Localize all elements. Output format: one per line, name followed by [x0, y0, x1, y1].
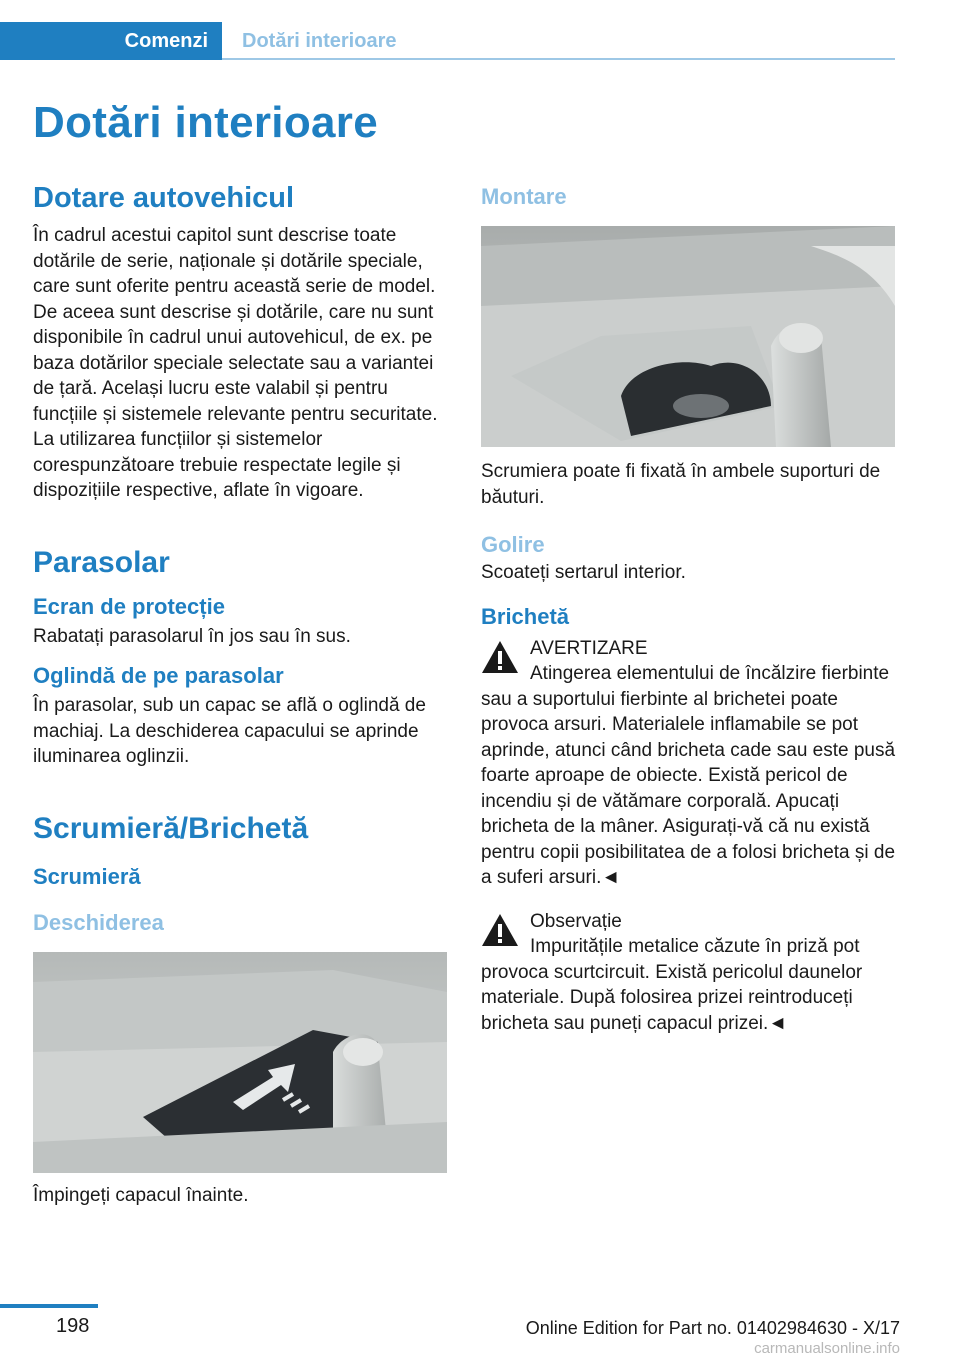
- montare-title: Montare: [481, 184, 567, 209]
- footer-rule: [0, 1304, 98, 1308]
- warning-label: AVERTIZARE: [530, 637, 648, 659]
- left-column: [33, 182, 451, 1208]
- montare-caption: Scrumiera poate fi fixată în ambele suporturi de băuturi.: [481, 461, 881, 508]
- tab-comenzi[interactable]: Comenzi: [0, 22, 222, 60]
- section-scrumiera-bricheta-title: Scrumieră/Brichetă: [33, 811, 309, 845]
- section-parasolar-title: Parasolar: [33, 545, 170, 579]
- golire-title: Golire: [481, 532, 545, 557]
- watermark: carmanualsonline.info: [754, 1340, 900, 1357]
- right-column: [481, 182, 899, 1036]
- note-text: Impuritățile metalice căzute în priză pot provoca scurtcircuit. Există pericolul daunelor materiale. După folosirea prizei reintroduceți bricheta sau puneți capacul prizei.◄: [481, 936, 863, 1034]
- ashtray-opening-photo: [33, 952, 447, 1173]
- ashtray-mounting-photo: [481, 226, 895, 447]
- ecran-text: Rabatați parasolarul în jos sau în sus.: [33, 625, 351, 647]
- page-number: 198: [56, 1315, 90, 1337]
- header-rule: [222, 58, 895, 60]
- section-dotare-text: În cadrul acestui capitol sunt descrise toate dotările de serie, naționale și dotările speciale, care sunt oferite pentru această serie de model. De aceea sunt descrise și dotările, care nu sunt disponibile în cadrul unui autovehicul, de ex. pe baza dotărilor speciale selectate sau a variantei de țară. Același lucru este valabil și pentru funcțiile și sistemele relevante pentru securitate. La utilizarea funcțiilor și sistemelor corespunzătoare trebuie respectate legile și dispozițiile respective, aflate în vigoare.: [33, 225, 438, 501]
- golire-text: Scoateți sertarul interior.: [481, 562, 686, 583]
- page-title: Dotări interioare: [33, 98, 378, 147]
- scrumiera-title: Scrumieră: [33, 863, 141, 889]
- warning-text: Atingerea elementului de încălzire fierbinte sau a suportului fierbinte al brichetei poate provoca arsuri. Materialele inflamabile se pot aprinde, atunci când bricheta cade sau este pusă foarte aproape de obiecte. Există pericol de incendiu și de vătămare corporală. Apucați bricheta de la mâner. Asigurați-vă că nu există pentru copii posibilitatea de a folosi bricheta și de a suferi arsuri.◄: [481, 663, 896, 888]
- header-bar: [0, 0, 895, 60]
- oglinda-text: În parasolar, sub un capac se află o oglindă de machiaj. La deschiderea capacului se aprinde iluminarea oglinzii.: [33, 695, 426, 767]
- note-block: [481, 909, 899, 935]
- bricheta-title: Brichetă: [481, 603, 570, 629]
- ecran-title: Ecran de protecție: [33, 593, 225, 619]
- deschiderea-caption: Împingeți capacul înainte.: [33, 1184, 249, 1206]
- note-label: Observație: [530, 910, 622, 932]
- warning-icon: [481, 640, 519, 674]
- oglinda-title: Oglindă de pe parasolar: [33, 663, 284, 688]
- warning-icon: [481, 913, 519, 947]
- deschiderea-title: Deschiderea: [33, 909, 164, 935]
- tab-dotari-interioare[interactable]: Dotări interioare: [242, 29, 397, 52]
- edition-text: Online Edition for Part no. 01402984630 - X/17: [525, 1318, 900, 1338]
- warning-block: [481, 636, 899, 662]
- section-dotare-title: Dotare autovehicul: [33, 182, 295, 214]
